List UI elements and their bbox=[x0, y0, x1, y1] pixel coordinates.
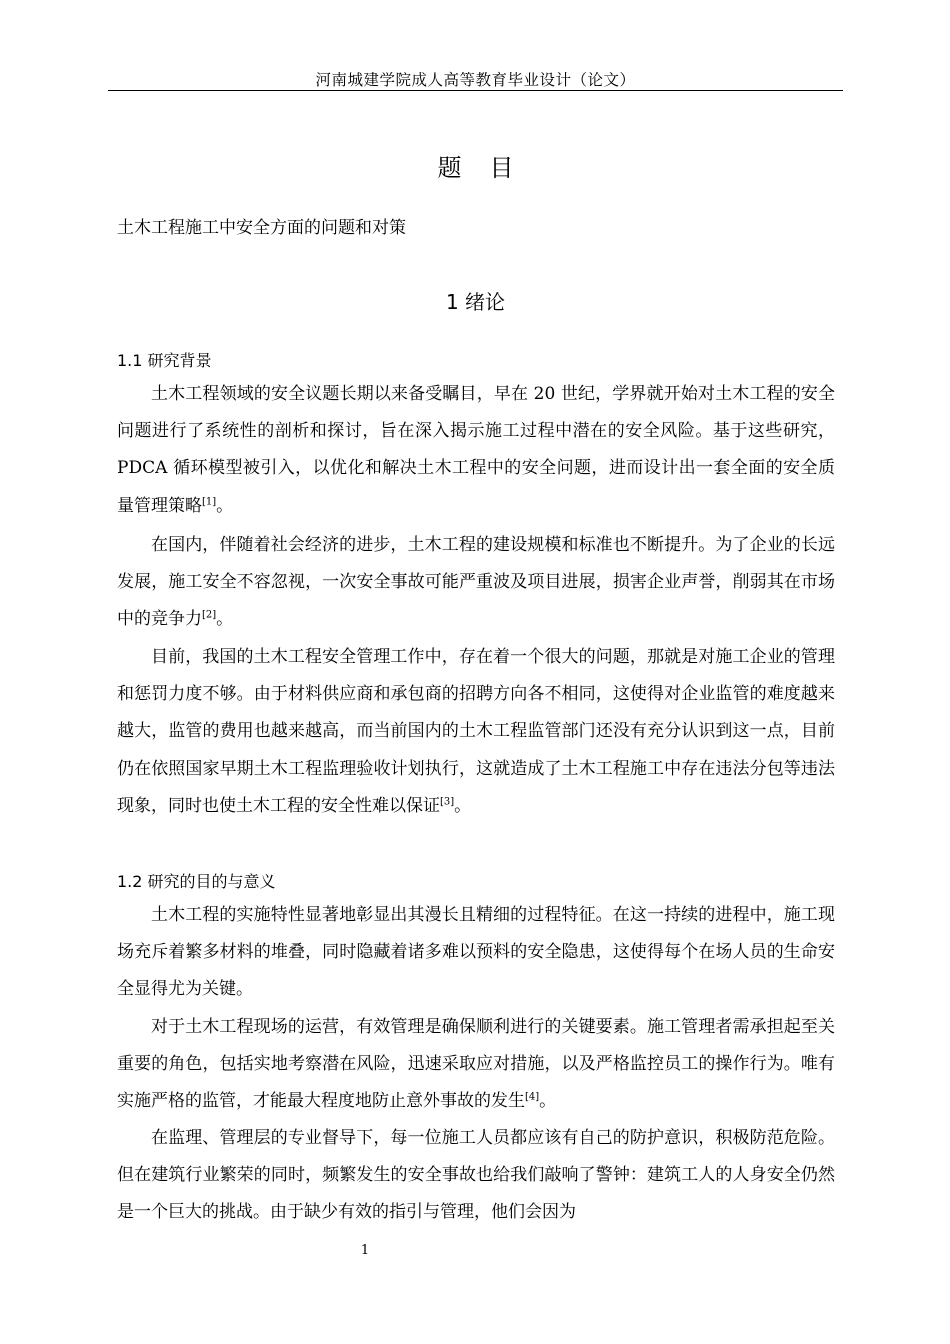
thesis-subtitle: 土木工程施工中安全方面的问题和对策 bbox=[117, 218, 406, 238]
paragraph-end: 。 bbox=[216, 609, 234, 630]
citation-ref: [1] bbox=[202, 495, 217, 507]
citation-ref: [2] bbox=[202, 609, 217, 621]
title-char-1: 题 bbox=[437, 154, 462, 182]
paragraph-text: 目前，我国的土木工程安全管理工作中，存在着一个很大的问题，那就是对施工企业的管理和惩罚力度不够。由于材料供应商和承包商的招聘方向各不相同，这使得对企业监管的难度越来越大，监管的费用也越来越高，而当前国内的土木工程监管部门还没有充分认识到这一点，目前仍在依照国家早期土木工程监理验收计划执行，这就造成了土木工程施工中存在违法分包等违法现象，同时也使土木工程的安全性难以保证 bbox=[117, 647, 835, 816]
citation-ref: [3] bbox=[440, 796, 455, 808]
paragraph-1-1-2 bbox=[117, 527, 835, 639]
header-rule bbox=[108, 90, 843, 91]
chapter-heading: 1 绪论 bbox=[445, 290, 506, 314]
paragraph-end: 。 bbox=[539, 1091, 557, 1112]
paragraph-text: 在国内，伴随着社会经济的进步，土木工程的建设规模和标准也不断提升。为了企业的长远发展，施工安全不容忽视，一次安全事故可能严重波及项目进展，损害企业声誉，削弱其在市场中的竞争力 bbox=[117, 535, 835, 630]
paragraph-text: 土木工程的实施特性显著地彰显出其漫长且精细的过程特征。在这一持续的进程中，施工现场充斥着繁多材料的堆叠，同时隐藏着诸多难以预料的安全隐患，这使得每个在场人员的生命安全显得尤为关键。 bbox=[117, 905, 835, 1000]
paragraph-1-1-3 bbox=[117, 639, 835, 825]
citation-ref: [4] bbox=[525, 1091, 540, 1103]
running-header: 河南城建学院成人高等教育毕业设计（论文） bbox=[315, 71, 636, 89]
paragraph-end: 。 bbox=[216, 495, 234, 516]
paragraph-end: 。 bbox=[454, 795, 472, 816]
title-char-2: 目 bbox=[489, 154, 514, 182]
paragraph-text: 土木工程领域的安全议题长期以来备受瞩目，早在 20 世纪，学界就开始对土木工程的安全问题进行了系统性的剖析和探讨，旨在深入揭示施工过程中潜在的安全风险。基于这些研究，PDCA 循环模型被引入，以优化和解决土木工程中的安全问题，进而设计出一套全面的安全质量管理策略 bbox=[117, 384, 835, 516]
page-title bbox=[108, 148, 843, 183]
section-heading-1-1: 1.1 研究背景 bbox=[117, 351, 212, 370]
paragraph-1-2-2 bbox=[117, 1009, 835, 1121]
page-number: 1 bbox=[360, 1243, 370, 1258]
paragraph-1-2-1 bbox=[117, 897, 835, 1009]
paragraph-text: 在监理、管理层的专业督导下，每一位施工人员都应该有自己的防护意识，积极防范危险。但在建筑行业繁荣的同时，频繁发生的安全事故也给我们敲响了警钟：建筑工人的人身安全仍然是一个巨大的挑战。由于缺少有效的指引与管理，他们会因为 bbox=[117, 1128, 835, 1223]
paragraph-text: 对于土木工程现场的运营，有效管理是确保顺利进行的关键要素。施工管理者需承担起至关重要的角色，包括实地考察潜在风险，迅速采取应对措施，以及严格监控员工的操作行为。唯有实施严格的监管，才能最大程度地防止意外事故的发生 bbox=[117, 1017, 835, 1112]
paragraph-1-1-1 bbox=[117, 376, 835, 525]
paragraph-1-2-3 bbox=[117, 1120, 835, 1232]
section-heading-1-2: 1.2 研究的目的与意义 bbox=[117, 872, 276, 891]
